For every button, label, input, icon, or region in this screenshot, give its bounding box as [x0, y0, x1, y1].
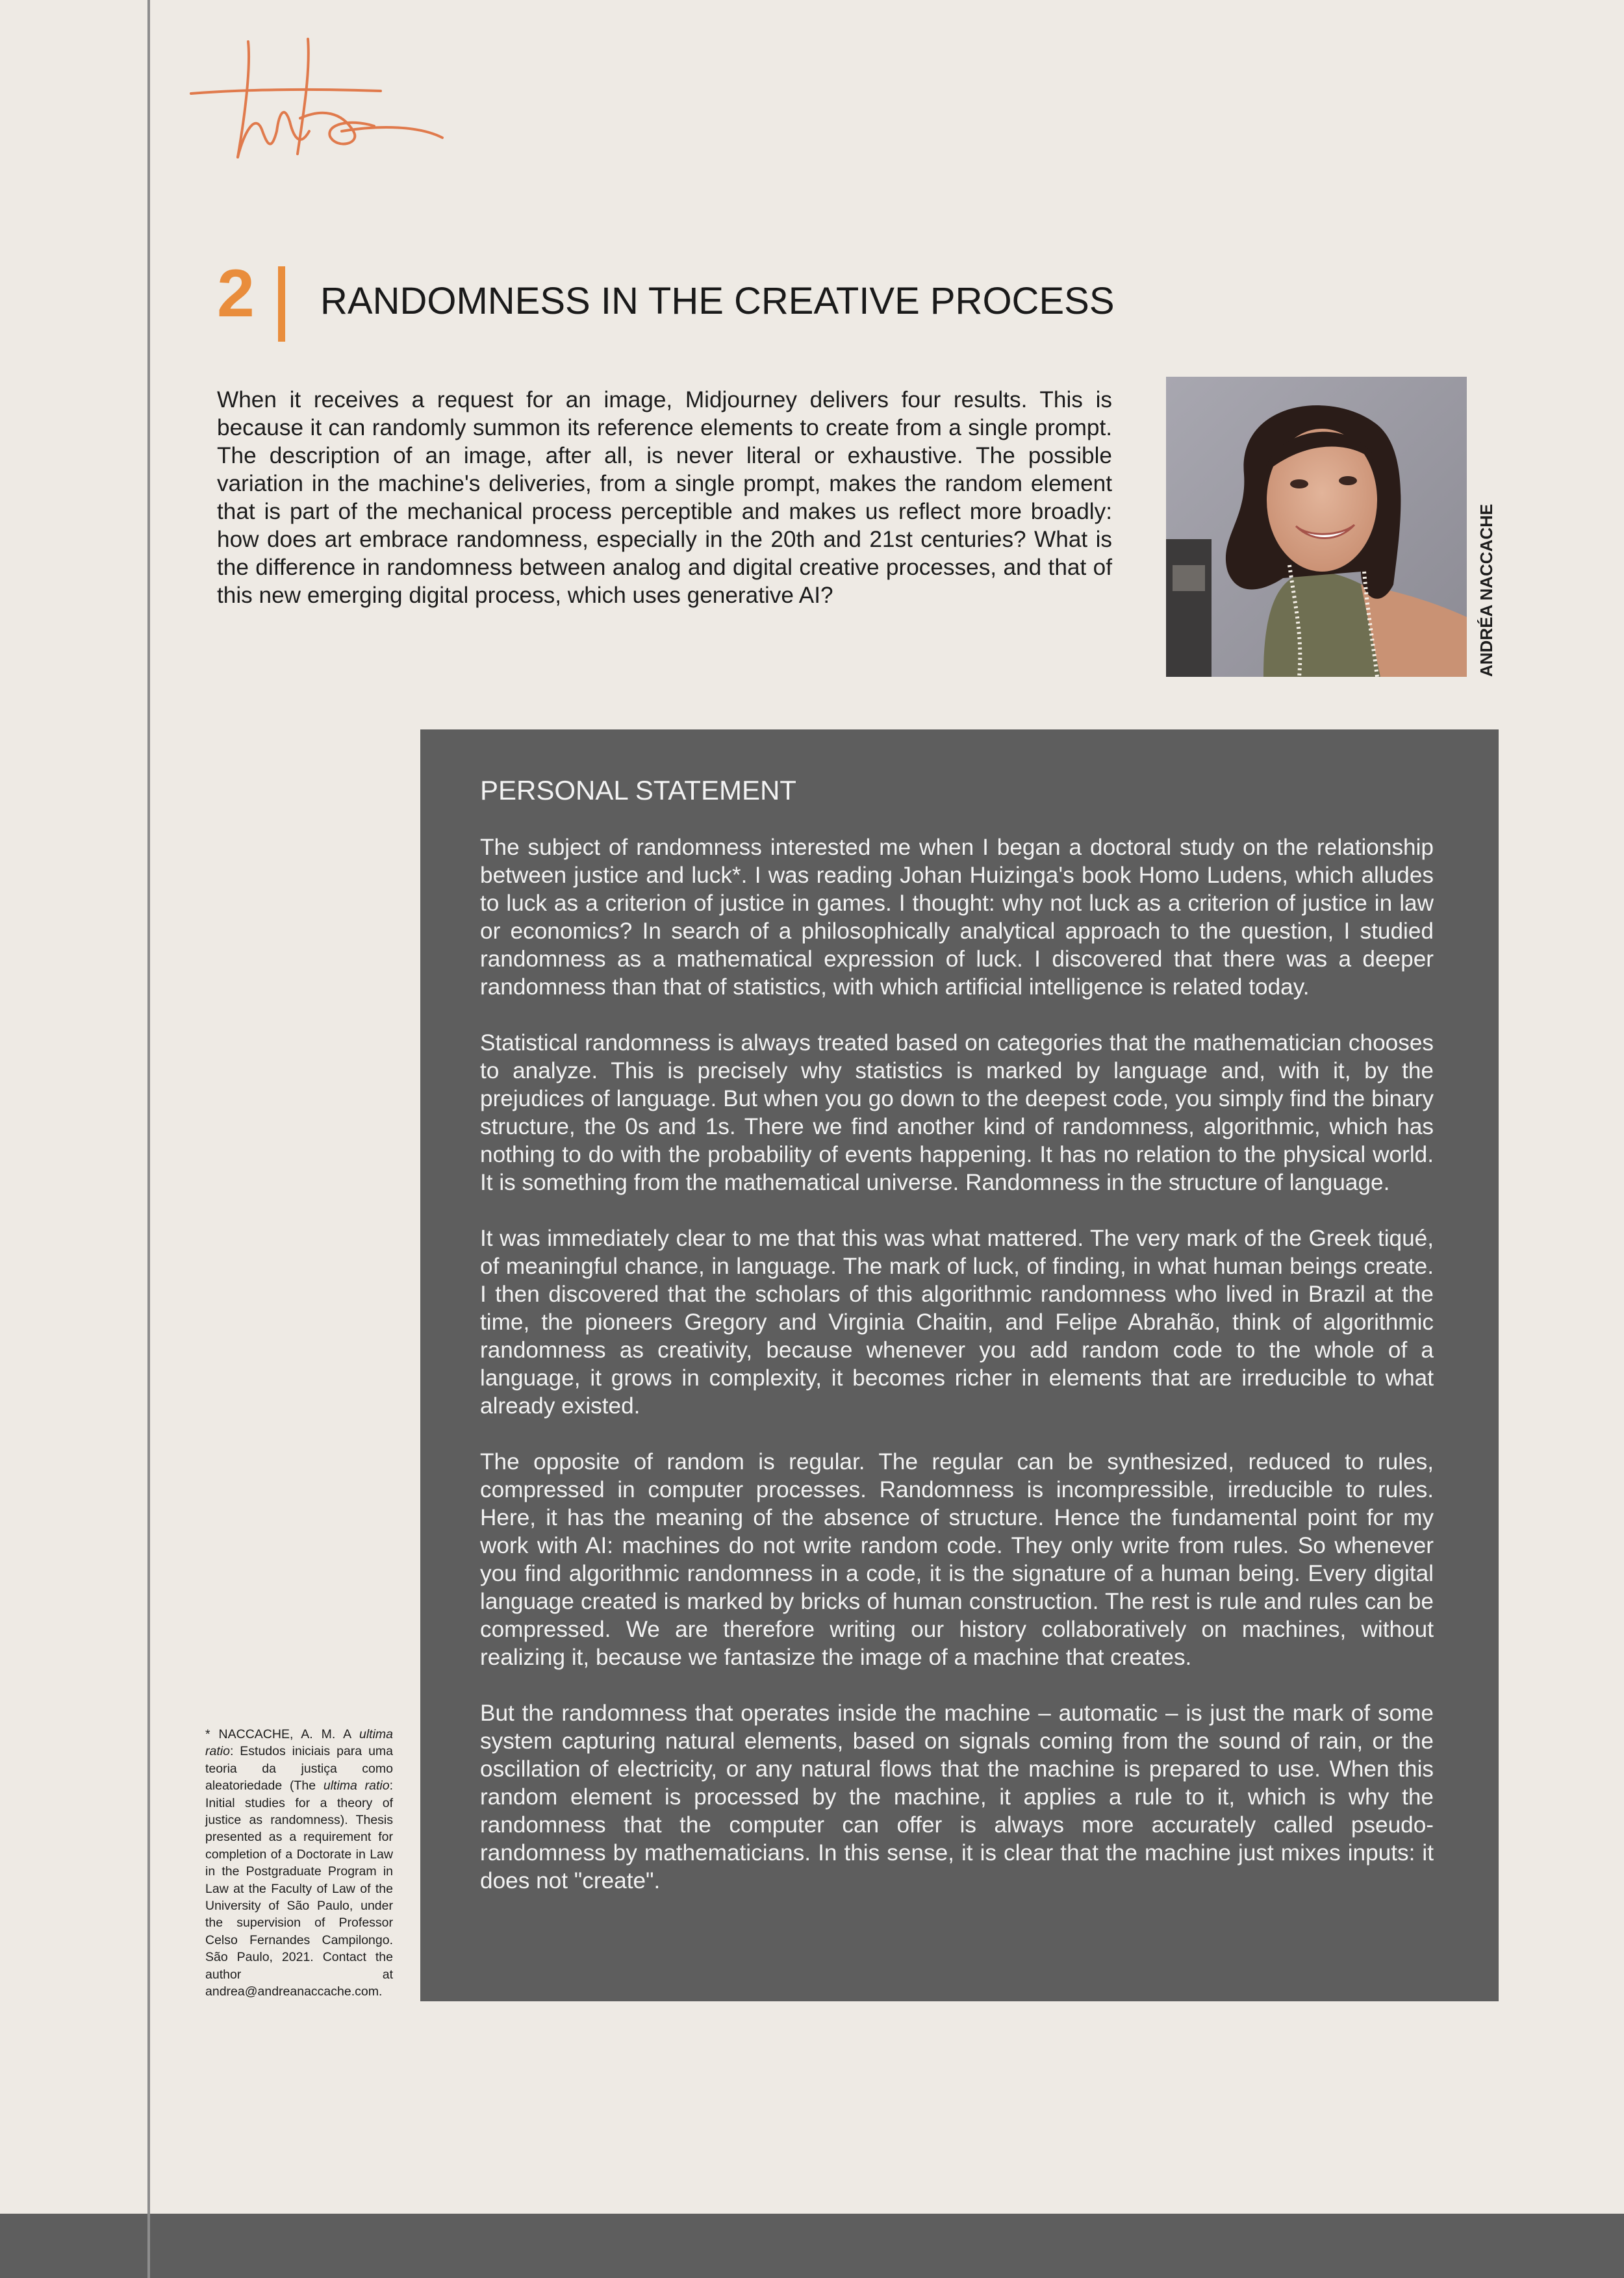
photo-credit: ANDRÉA NACCACHE [1477, 503, 1496, 677]
tato-logo-icon [186, 34, 446, 170]
statement-paragraph: But the randomness that operates inside the machine – automatic – is just the mark of some system capturing natural elements, based on signals coming from the sound of rain, or the oscillation of electricity, or any natural flows that the machine is prepared to use. When this random element is processed by the machine, it applies a rule to it, which is why the randomness that the computer can offer is always more accurately called pseudo-randomness by mathematicians. In this sense, it is clear that the machine just mixes inputs: it does not "create". [480, 1701, 1434, 1893]
section-title: RANDOMNESS IN THE CREATIVE PROCESS [320, 280, 1115, 322]
intro-paragraph: When it receives a request for an image, Midjourney delivers four results. This is because it can randomly summon its reference elements to create from a single prompt. The description of an image, after all, is never literal or exhaustive. The possible variation in the machine's deliveries, from a single prompt, makes the random element that is part of the mechanical process perceptible and makes us reflect more broadly: how does art embrace randomness, especially in the 20th and 21st centuries? What is the difference in randomness between analog and digital creative processes, and that of this new emerging digital process, which uses generative AI? [217, 387, 1112, 608]
page-margin-rule [147, 0, 150, 2278]
portrait-image [1166, 377, 1467, 677]
personal-statement-title: PERSONAL STATEMENT [480, 775, 796, 805]
statement-paragraph: It was immediately clear to me that this was what mattered. The very mark of the Greek tiqué, of meaningful chance, in language. The mark of luck, of finding, in what human beings create. I then discovered that the scholars of this algorithmic randomness who lived in Brazil at the time, the pioneers Gregory and Virginia Chaitin, and Felipe Abrahão, think of algorithmic randomness as creativity, because whenever you add random code to the whole of a language, it grows in complexity, it becomes richer in elements that are irreducible to what already existed. [480, 1226, 1434, 1419]
footnote-marker: * [205, 1727, 210, 1741]
footnote [205, 1726, 393, 2001]
footnote-details: : Initial studies for a theory of justice as randomness). Thesis presented as a requirement for completion of a Doctorate in Law in the Postgraduate Program in Law at the Faculty of Law of the University of São Paulo, under the supervision of Professor Celso Fernandes Campilongo. São Paulo, 2021. Contact the author at andrea@andreanaccache.com. [205, 1778, 393, 1999]
footer-band [0, 2214, 1624, 2278]
footnote-title-translated: ultima ratio [323, 1778, 390, 1793]
footer-margin-rule [147, 2214, 150, 2278]
statement-paragraph: The subject of randomness interested me when I began a doctoral study on the relationship between justice and luck*. I was reading Johan Huizinga's book Homo Ludens, which alludes to luck as a criterion of justice in games. I thought: why not luck as a criterion of justice in law or economics? In search of a philosophically analytical approach to the question, I studied randomness as a mathematical expression of luck. I discovered that there was a deeper randomness than that of statistics, with which artificial intelligence is related today. [480, 835, 1434, 1000]
footnote-author: NACCACHE, A. M. A [218, 1727, 351, 1741]
footnote-title: ultima ratio [205, 1727, 394, 1759]
section-divider-bar [278, 266, 285, 342]
personal-statement-panel [420, 729, 1499, 2001]
personal-statement-body [480, 833, 1434, 1923]
statement-paragraph: The opposite of random is regular. The regular can be synthesized, reduced to rules, compressed in computer processes. Randomness is incompressible, irreducible to rules. Here, it has the meaning of the absence of structure. Hence the fundamental point for my work with AI: machines do not write random code. They only write from rules. So whenever you find algorithmic randomness in a code, it is the signature of a human being. Every digital language created is marked by bricks of human construction. The rest is rule and rules can be compressed. We are therefore writing our history collaboratively on machines, without realizing it, because we fantasize the image of a machine that creates. [480, 1449, 1434, 1670]
statement-paragraph: Statistical randomness is always treated based on categories that the mathematician chooses to analyze. This is precisely why statistics is marked by language and, with it, by the prejudices of language. But when you go down to the deepest code, you simply find the binary structure, the 0s and 1s. There we find another kind of randomness, algorithmic, which has nothing to do with the probability of events happening. It has no relation to the physical world. It is something from the mathematical universe. Randomness in the structure of language. [480, 1030, 1434, 1195]
author-portrait [1166, 377, 1467, 677]
section-number: 2 [217, 256, 255, 331]
footnote-subtitle: : Estudos iniciais para uma teoria da justiça como aleatoriedade (The [205, 1744, 393, 1793]
tato-logo [186, 34, 446, 170]
